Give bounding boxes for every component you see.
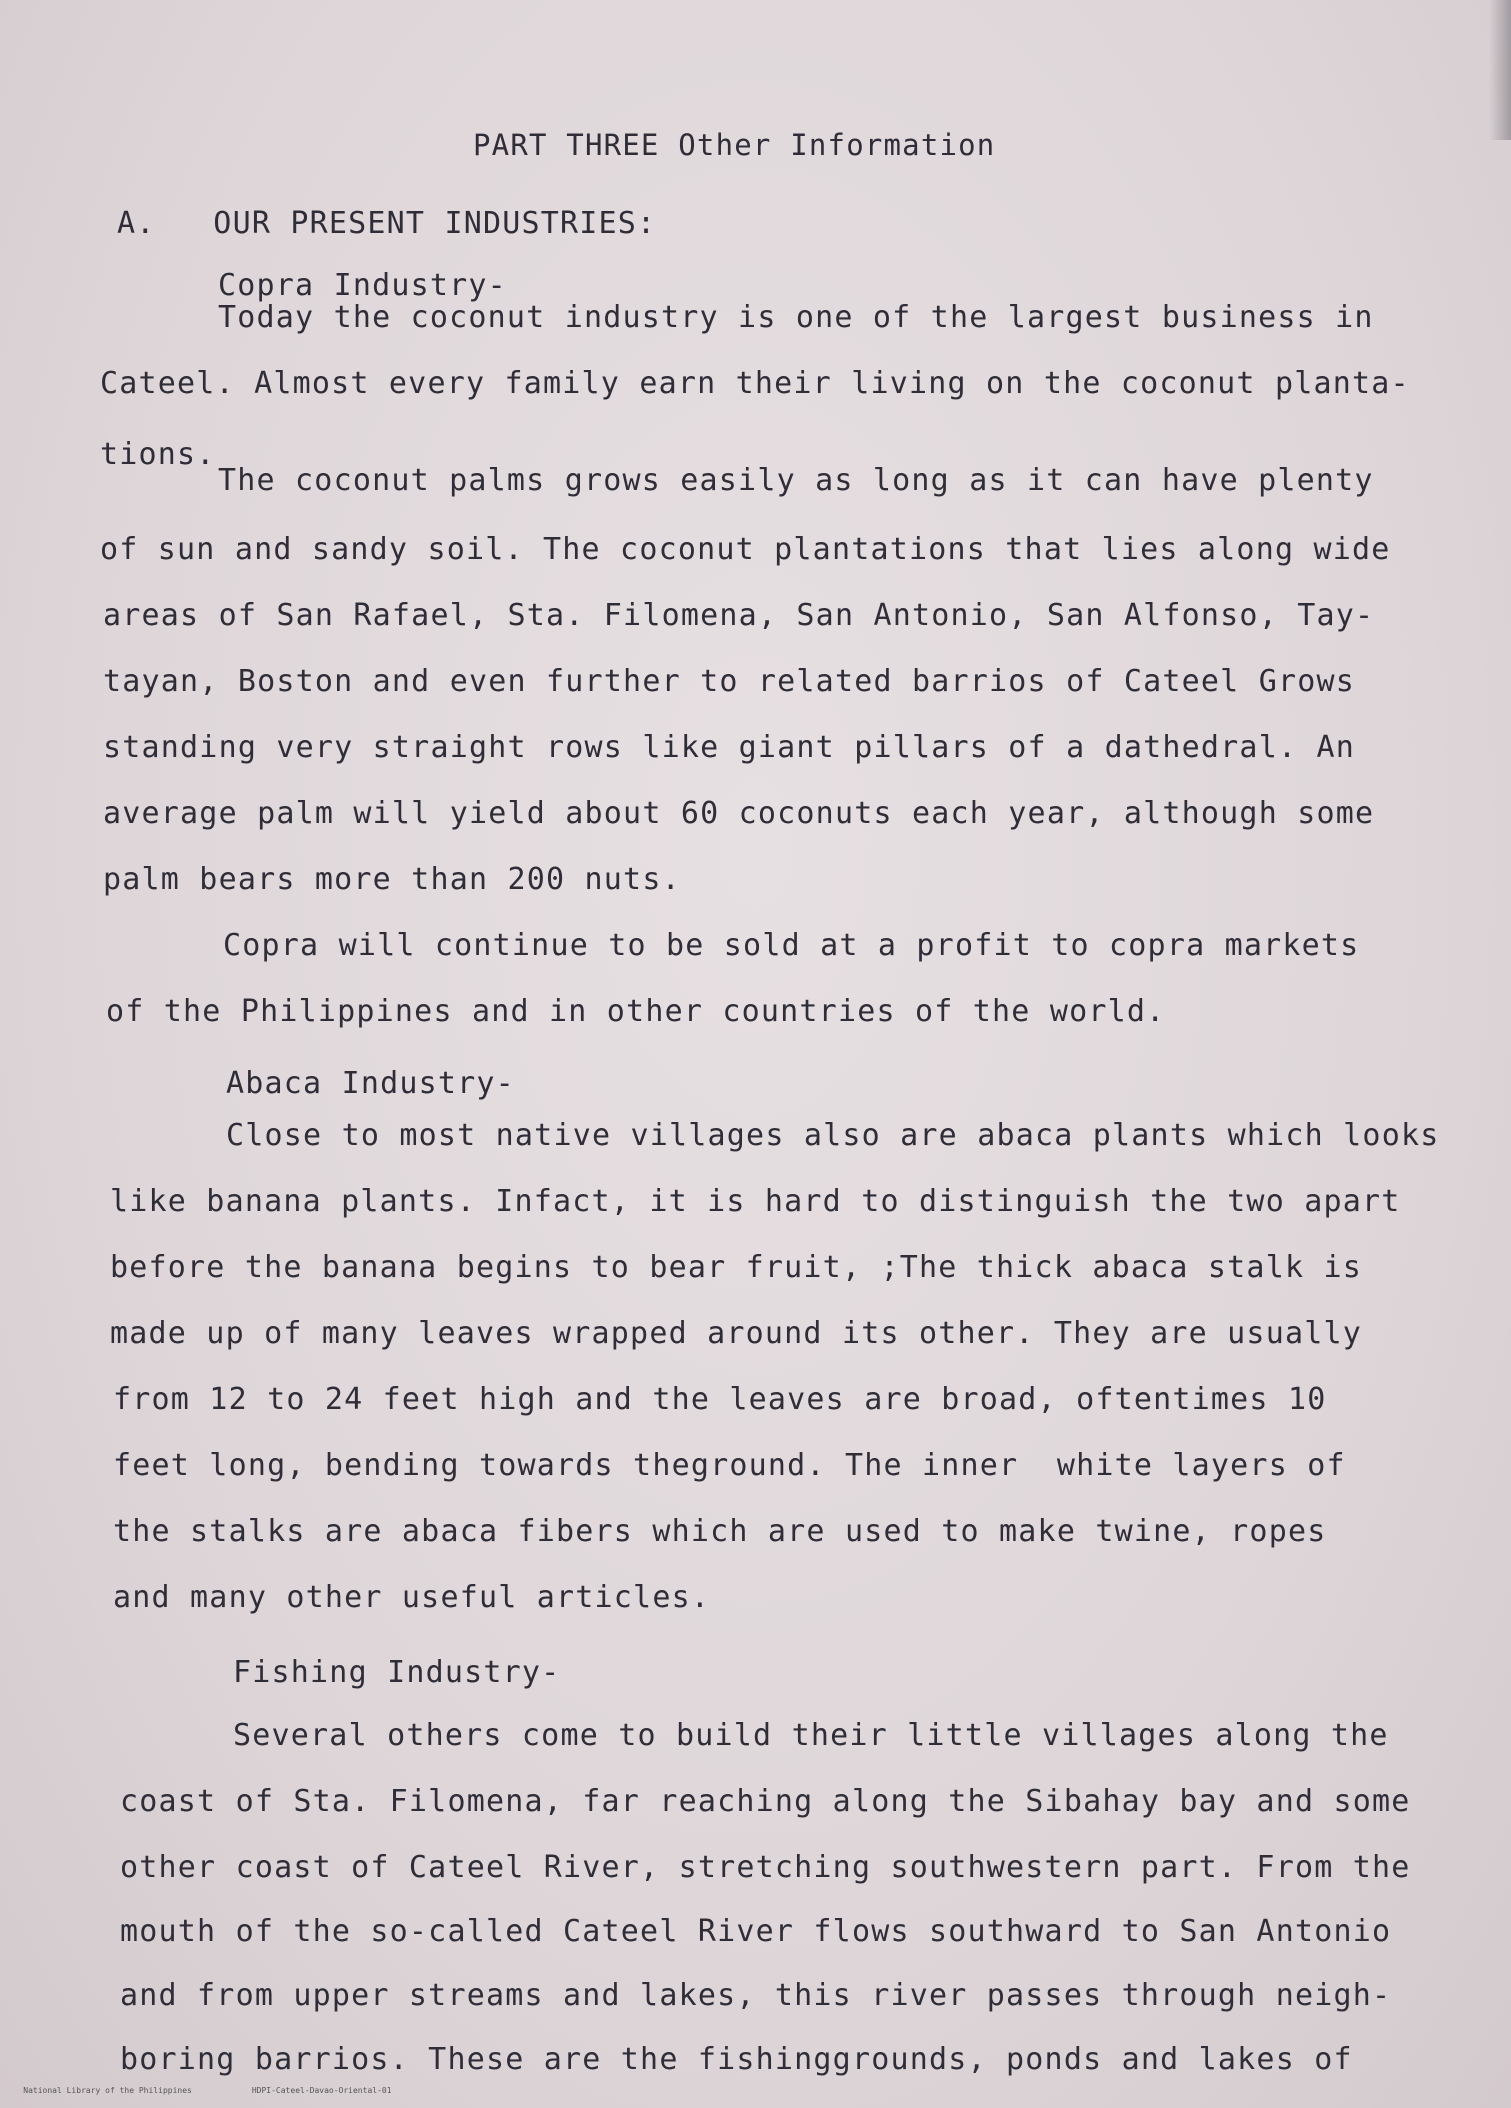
text-line: average palm will yield about 60 coconuts each year, although some xyxy=(103,796,1375,831)
text-line: Fishing Industry- xyxy=(233,1655,561,1690)
text-line: other coast of Cateel River, stretching southwestern part. From the xyxy=(120,1850,1411,1885)
text-line: Copra will continue to be sold at a profit to copra markets xyxy=(223,928,1360,963)
text-line: and many other useful articles. xyxy=(113,1580,711,1615)
text-line: like banana plants. Infact, it is hard to distinguish the two apart xyxy=(110,1184,1401,1219)
text-line: Abaca Industry- xyxy=(226,1066,515,1101)
text-line: tayan, Boston and even further to related barrios of Cateel Grows xyxy=(103,664,1355,699)
text-line: and from upper streams and lakes, this river passes through neigh- xyxy=(120,1978,1392,2013)
text-line: feet long, bending towards theground. The inner white layers of xyxy=(113,1448,1346,1483)
text-line: coast of Sta. Filomena, far reaching along the Sibahay bay and some xyxy=(120,1784,1411,1819)
text-line: the stalks are abaca fibers which are used to make twine, ropes xyxy=(113,1514,1327,1549)
text-line: of the Philippines and in other countries of the world. xyxy=(106,994,1166,1029)
text-line: Today the coconut industry is one of the largest business in xyxy=(218,300,1374,335)
text-line: palm bears more than 200 nuts. xyxy=(103,862,681,897)
text-line: boring barrios. These are the fishinggrounds, ponds and lakes of xyxy=(120,2042,1353,2077)
text-line: of sun and sandy soil. The coconut plantations that lies along wide xyxy=(100,532,1391,567)
text-line: The coconut palms grows easily as long as it can have plenty xyxy=(218,463,1374,498)
text-line: before the banana begins to bear fruit, ;The thick abaca stalk is xyxy=(110,1250,1362,1285)
text-line: Copra Industry- xyxy=(218,268,507,303)
footer-library: National Library of the Philippines xyxy=(23,2086,192,2095)
text-line: standing very straight rows like giant pillars of a dathedral. An xyxy=(103,730,1355,765)
text-line: Several others come to build their little villages along the xyxy=(233,1718,1389,1753)
text-line: Close to most native villages also are abaca plants which looks xyxy=(226,1118,1440,1153)
section-heading: A. OUR PRESENT INDUSTRIES: xyxy=(117,206,657,241)
page-edge-shadow xyxy=(1489,0,1511,140)
text-line: Cateel. Almost every family earn their living on the coconut planta- xyxy=(100,366,1410,401)
footer-file-id: HDPI-Cateel-Davao-Oriental-01 xyxy=(251,2086,392,2095)
text-line: tions. xyxy=(100,437,216,472)
scan-footer xyxy=(4,2077,452,2104)
text-line: areas of San Rafael, Sta. Filomena, San Antonio, San Alfonso, Tay- xyxy=(103,598,1375,633)
text-line: made up of many leaves wrapped around its other. They are usually xyxy=(110,1316,1362,1351)
text-line: from 12 to 24 feet high and the leaves are broad, oftentimes 10 xyxy=(113,1382,1327,1417)
text-line: mouth of the so-called Cateel River flows southward to San Antonio xyxy=(120,1914,1392,1949)
page-heading: PART THREE Other Information xyxy=(473,128,996,162)
